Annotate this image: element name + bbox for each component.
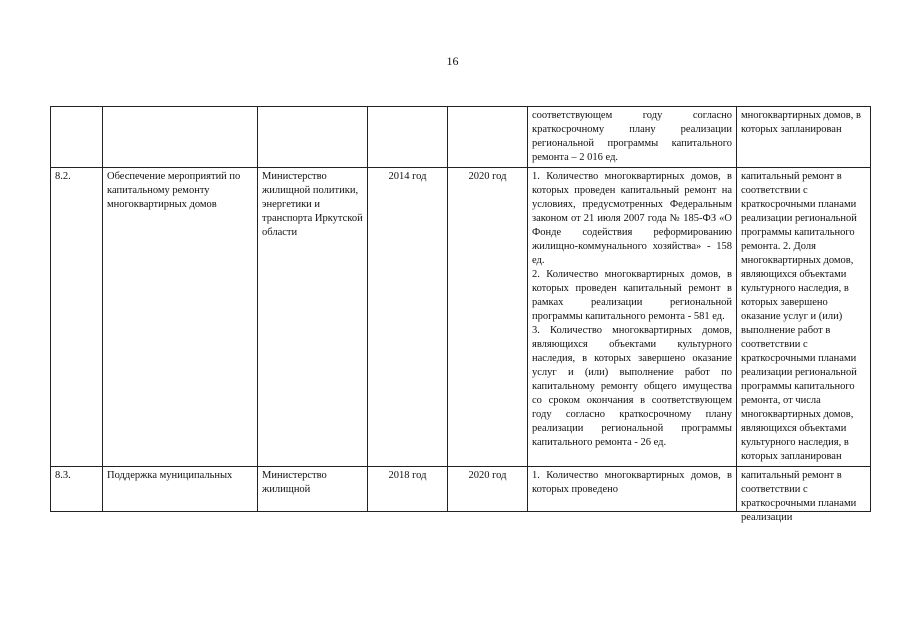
start-year	[368, 467, 448, 512]
expected-results	[528, 467, 737, 512]
expected-results	[528, 168, 737, 467]
executor	[258, 107, 368, 168]
table-row	[51, 168, 871, 467]
end-year	[448, 467, 528, 512]
row-number-text: 8.3.	[55, 470, 71, 481]
end-year	[448, 107, 528, 168]
result-item: 1. Количество многоквартирных домов, в которых проведено	[532, 470, 732, 495]
result-item: 2. Количество многоквартирных домов, в которых проведен капитальный ремонт в рамках реализации региональной программы капитального ремонта - 581 ед.	[532, 269, 732, 322]
executor: Министерство жилищной политики, энергетики и транспорта Иркутской области	[258, 168, 368, 467]
measure-name-text: Поддержка муниципальных	[107, 470, 233, 481]
executor	[258, 467, 368, 512]
indicators	[737, 107, 871, 168]
program-table	[50, 106, 871, 523]
result-item: 3. Количество многоквартирных домов, являющихся объектами культурного наследия, в которых завершено оказание услуг и (или) выполнение работ по капитальному ремонту общего имущества со сроком окончания в соответствующем году согласно краткосрочному плану реализации региональной программы капитального ремонта - 26 ед.	[532, 325, 732, 448]
indicator-text: многоквартирных домов, в которых запланирован	[741, 110, 861, 135]
start-year-text: 2018 год	[388, 470, 427, 481]
row-number: 8.2.	[51, 168, 103, 467]
measure-name	[103, 107, 258, 168]
indicators	[737, 467, 871, 523]
table-row	[51, 107, 871, 168]
expected-results	[528, 107, 737, 168]
result-item: 1. Количество многоквартирных домов, в которых проведен капитальный ремонт на условиях, предусмотренных Федеральным законом от 21 июля 2007 года № 185-ФЗ «О Фонде содействия реформированию жилищно-коммунального хозяйства» - 158 ед.	[532, 171, 732, 266]
measure-name	[103, 467, 258, 512]
indicator-text: капитальный ремонт в соответствии с краткосрочными планами реализации	[741, 470, 857, 523]
table-row	[51, 467, 871, 512]
page-number: 16	[446, 54, 459, 68]
row-number	[51, 467, 103, 512]
end-year-text: 2020 год	[468, 470, 507, 481]
measure-name: Обеспечение мероприятий по капитальному ремонту многоквартирных домов	[103, 168, 258, 467]
start-year: 2014 год	[368, 168, 448, 467]
indicator-text: капитальный ремонт в соответствии с краткосрочными планами реализации региональной программы капитального ремонта. 2. Доля многоквартирных домов, являющихся объектами культурного наследия, в которых завершено оказание услуг и (или) выполнение работ в соответствии с краткосрочными планами реализации региональной программы капитального ремонта, от числа многоквартирных домов, являющихся объектами культурного наследия, в которых запланирован	[741, 171, 857, 462]
end-year: 2020 год	[448, 168, 528, 467]
start-year	[368, 107, 448, 168]
row-number	[51, 107, 103, 168]
result-item: соответствующем году согласно краткосрочному плану реализации региональной программы капитального ремонта – 2 016 ед.	[532, 110, 732, 163]
executor-text: Министерство жилищной	[262, 470, 327, 495]
indicators	[737, 168, 871, 467]
